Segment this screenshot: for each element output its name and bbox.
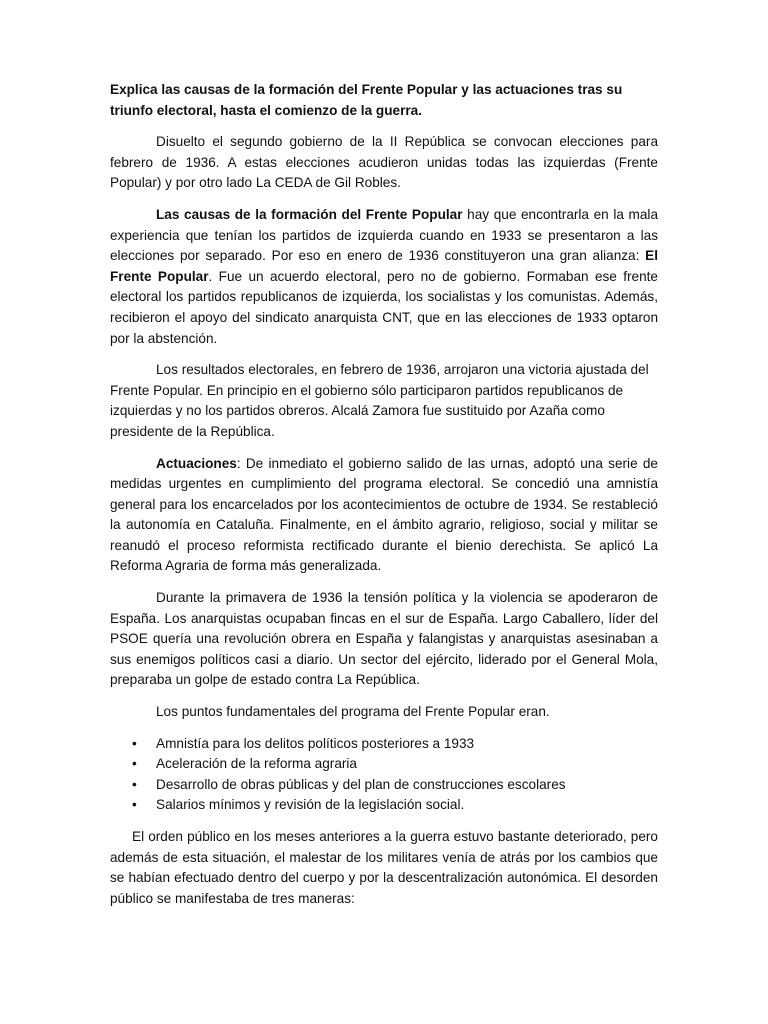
list-item-text: Desarrollo de obras públicas y del plan de construcciones escolares — [156, 776, 566, 792]
paragraph-disolucion: Disuelto el segundo gobierno de la II República se convocan elecciones para febrero de 1936. A estas elecciones acudieron unidas todas las izquierdas (Frente Popular) y por otro lado La CEDA de Gil Robles. — [110, 134, 658, 191]
list-item-text: Salarios mínimos y revisión de la legislación social. — [156, 797, 465, 813]
actuaciones-text: : De inmediato el gobierno salido de las urnas, adoptó una serie de medidas urgentes en cumplimiento del programa electoral. Se concedió una amnistía general para los encarcelados por los acontecimientos de octubre de 1934. Se restableció la autonomía en Cataluña. Finalmente, en el ámbito agrario, religioso, social y militar se reanudó el proceso reformista rectificado durante el bienio derechista. Se aplicó La Reforma Agraria de forma más generalizada. — [110, 455, 658, 574]
actuaciones-bold-lead: Actuaciones — [156, 455, 237, 471]
list-item-text: Amnistía para los delitos políticos posteriores a 1933 — [156, 735, 475, 751]
list-item — [110, 734, 658, 755]
causas-text-a: hay que encontrarla en la mala experiencia que tenían los partidos de izquierda cuando en 1933 se presentaron a las elecciones por separado. Por eso en enero de 1936 constituyeron una gran alianza: — [110, 206, 659, 264]
causas-text-b: . Fue un acuerdo electoral, pero no de gobierno. Formaban ese frente electoral los partidos republicanos de izquierda, los socialistas y los comunistas. Además, recibieron el apoyo del sindicato anarquista CNT, que en las elecciones de 1933 optaron por la abstención. — [110, 268, 658, 346]
list-item — [110, 754, 658, 775]
frente-popular-bold: El Frente Popular — [110, 248, 658, 284]
bullet-icon: • — [132, 797, 137, 813]
paragraph-resultados: Los resultados electorales, en febrero de 1936, arrojaron una victoria ajustada del Frente Popular. En principio en el gobierno sólo participaron partidos republicanos de izquierdas y no los partidos obreros. Alcalá Zamora fue sustituido por Azaña como presidente de la República. — [110, 362, 649, 439]
paragraph-primavera: Durante la primavera de 1936 la tensión política y la violencia se apoderaron de España. Los anarquistas ocupaban fincas en el sur de España. Largo Caballero, líder del PSOE quería una revolución obrera en España y falangistas y anarquistas asesinaban a sus enemigos políticos casi a diario. Un sector del ejército, liderado por el General Mola, preparaba un golpe de estado contra La República. — [110, 590, 658, 688]
document-page — [110, 80, 658, 920]
bullet-icon: • — [132, 735, 137, 751]
bullet-icon: • — [132, 776, 137, 792]
list-item — [110, 795, 658, 816]
paragraph-causas — [110, 205, 658, 349]
paragraph-orden-publico: El orden público en los meses anteriores a la guerra estuvo bastante deteriorado, pero además de esta situación, el malestar de los militares venía de atrás por los cambios que se habían efectuado dentro del cuerpo y por la descentralización autonómica. El desorden público se manifestaba de tres maneras: — [110, 829, 658, 906]
paragraph-programa-intro: Los puntos fundamentales del programa del Frente Popular eran. — [156, 704, 550, 720]
document-heading: Explica las causas de la formación del Frente Popular y las actuaciones tras su triunfo electoral, hasta el comienzo de la guerra. — [110, 82, 623, 118]
bullet-icon: • — [132, 756, 137, 772]
programa-bullet-list — [110, 734, 658, 816]
causas-bold-lead: Las causas de la formación del Frente Popular — [156, 206, 463, 222]
list-item-text: Aceleración de la reforma agraria — [156, 756, 357, 772]
list-item — [110, 775, 658, 796]
paragraph-actuaciones — [110, 454, 658, 578]
